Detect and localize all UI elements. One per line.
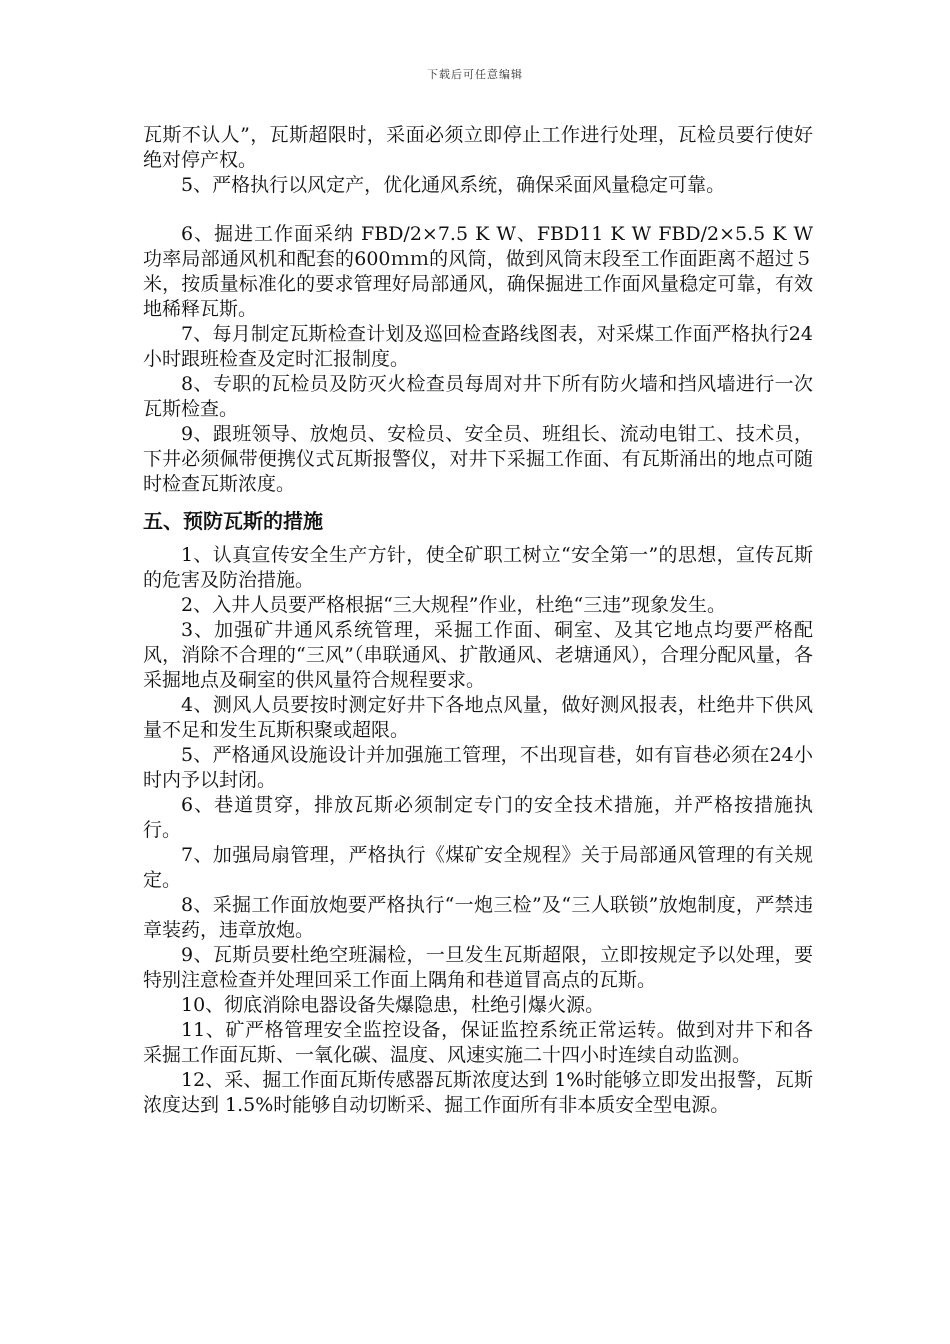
- paragraph-item-7: 7、每月制定瓦斯检查计划及巡回检查路线图表，对采煤工作面严格执行24小时跟班检查及定时汇报制度。: [143, 323, 813, 370]
- section-heading: 五、预防瓦斯的措施: [143, 509, 323, 533]
- measure-item-3: 3、加强矿井通风系统管理，采掘工作面、硐室、及其它地点均要严格配风，消除不合理的“三风”（串联通风、扩散通风、老塘通风），合理分配风量，各采掘地点及硐室的供风量符合规程要求。: [143, 619, 813, 691]
- page-header-note: 下载后可任意编辑: [427, 68, 523, 81]
- measure-item-11: 11、矿严格管理安全监控设备，保证监控系统正常运转。做到对井下和各采掘工作面瓦斯、一氧化碳、温度、风速实施二十四小时连续自动监测。: [143, 1019, 813, 1066]
- measure-item-9: 9、瓦斯员要杜绝空班漏检，一旦发生瓦斯超限，立即按规定予以处理，要特别注意检查并处理回采工作面上隅角和巷道冒高点的瓦斯。: [143, 944, 813, 991]
- measure-item-12: 12、采、掘工作面瓦斯传感器瓦斯浓度达到 1%时能够立即发出报警，瓦斯浓度达到 1.5%时能够自动切断采、掘工作面所有非本质安全型电源。: [143, 1069, 813, 1116]
- paragraph-item-6: 6、掘进工作面采纳 FBD/2×7.5 K W、FBD11 K W FBD/2×5.5 K W功率局部通风机和配套的600ｍｍ的风筒，做到风筒末段至工作面距离不超过５米，按质量标准化的要求管理好局部通风，确保掘进工作面风量稳定可靠，有效地稀释瓦斯。: [143, 223, 813, 320]
- measure-item-8: 8、采掘工作面放炮要严格执行“一炮三检”及“三人联锁”放炮制度，严禁违章装药，违章放炮。: [143, 894, 813, 941]
- measure-item-5: 5、严格通风设施设计并加强施工管理，不出现盲巷，如有盲巷必须在24小时内予以封闭。: [143, 744, 813, 791]
- measure-item-10: 10、彻底消除电器设备失爆隐患，杜绝引爆火源。: [181, 994, 605, 1016]
- measure-item-4: 4、测风人员要按时测定好井下各地点风量，做好测风报表，杜绝井下供风量不足和发生瓦斯积聚或超限。: [143, 694, 813, 741]
- paragraph-item-9: 9、跟班领导、放炮员、安检员、安全员、班组长、流动电钳工、技术员，下井必须佩带便携仪式瓦斯报警仪，对井下采掘工作面、有瓦斯涌出的地点可随时检查瓦斯浓度。: [143, 423, 813, 495]
- measure-item-6: 6、巷道贯穿，排放瓦斯必须制定专门的安全技术措施，并严格按措施执行。: [143, 794, 813, 841]
- document-body: [143, 123, 813, 1118]
- paragraph-item-8: 8、专职的瓦检员及防灭火检查员每周对井下所有防火墙和挡风墙进行一次瓦斯检查。: [143, 373, 813, 420]
- measure-item-2: 2、入井人员要严格根据“三大规程”作业，杜绝“三违”现象发生。: [181, 594, 726, 616]
- measure-item-7: 7、加强局扇管理，严格执行《煤矿安全规程》关于局部通风管理的有关规定。: [143, 844, 813, 891]
- paragraph-item-5: 5、严格执行以风定产，优化通风系统，确保采面风量稳定可靠。: [181, 174, 726, 196]
- paragraph-continued: 瓦斯不认人”，瓦斯超限时，采面必须立即停止工作进行处理，瓦检员要行使好绝对停产权。: [143, 124, 813, 171]
- measure-item-1: 1、认真宣传安全生产方针，使全矿职工树立“安全第一”的思想，宣传瓦斯的危害及防治措施。: [143, 544, 813, 591]
